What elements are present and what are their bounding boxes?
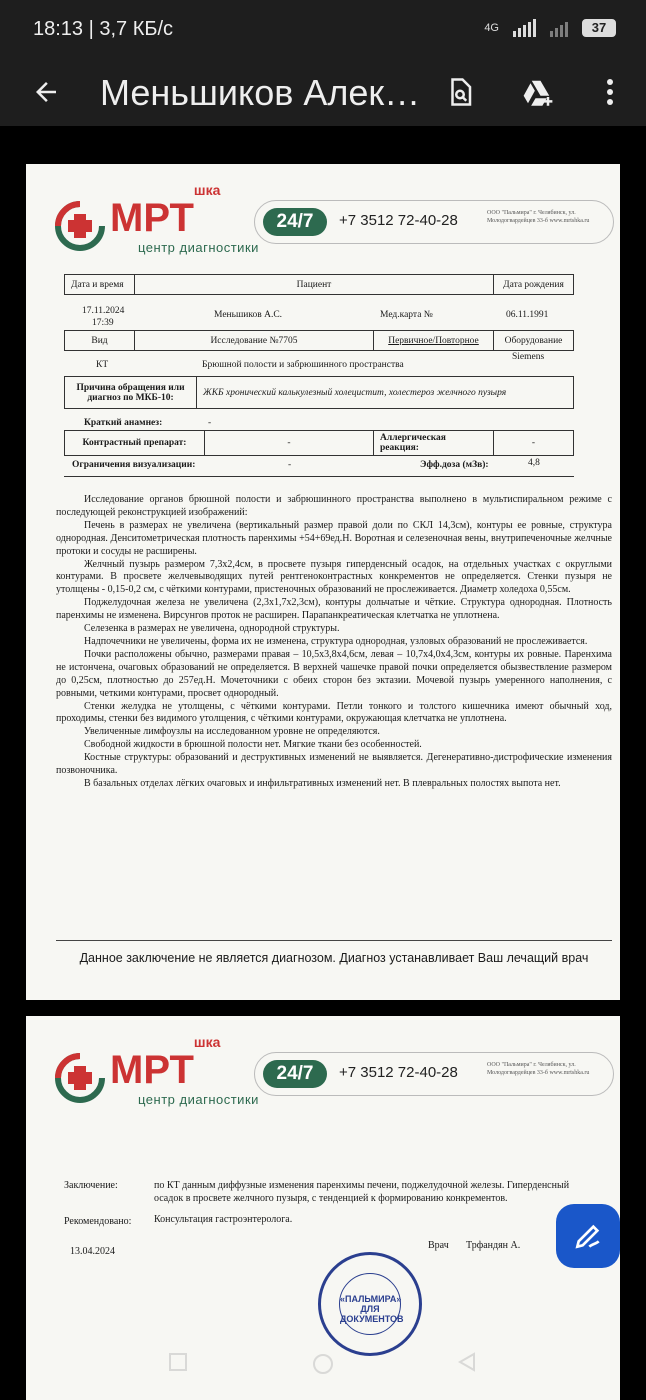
logo-cross-icon [54, 200, 106, 252]
clinic-stamp [318, 1252, 422, 1356]
document-title: Меньшиков Алек… [100, 72, 420, 113]
report-paragraph: Почки расположены обычно, размерами правая – 10,5х3,8х4,6см, левая – 10,7х4,0х4,3см, контуры их ровные. Паренхима не истончена, очаговых образований не определяется. В верхней чашечке правой почки определяется обызвествление размером до 0,25см, плотностью до 257ед.Н. Мочеточники с обеих сторон без эктазии. Мочевой пузырь умеренного наполнения, с ровными, четкими контурами, просвет однородный. [56, 648, 612, 699]
doctor-name: Трфандян А. [466, 1240, 521, 1251]
limits-value: - [288, 460, 292, 470]
disclaimer: Данное заключение не является диагнозом. Диагноз устанавливает Ваш лечащий врач [56, 940, 612, 965]
annotate-fab[interactable] [556, 1204, 620, 1268]
report-paragraph: Свободной жидкости в брюшной полости нет. Мягкие ткани без особенностей. [84, 739, 422, 751]
brand-subtitle: центр диагностики [138, 240, 259, 255]
nav-back-button[interactable] [458, 1352, 478, 1377]
report-paragraph: Надпочечники не увеличены, форма их не изменена, структура однородная, узловых образований не прослеживается. [84, 635, 588, 647]
dose-label: Эфф.доза (мЗв): [420, 460, 489, 470]
search-doc-button[interactable] [440, 72, 480, 112]
document-page-1 [26, 164, 620, 1000]
report-paragraph: Поджелудочная железа не увеличена (2,3х1,7х2,3см), контуры дольчатые и чёткие. Структура однородная. Плотность паренхимы не изменена. Вирсунгов проток не расширен. Парапанкреатическая клетчатка не уплотнена. [56, 597, 612, 622]
contrast-table [64, 430, 574, 456]
report-paragraph: В базальных отделах лёгких очаговых и инфильтративных изменений нет. В плевральных полостях выпота нет. [84, 777, 561, 789]
hdr-datetime: Дата и время [65, 275, 135, 295]
divider [64, 476, 574, 477]
badge-24-7: 24/7 [263, 1060, 327, 1088]
primary-repeat: Первичное/Повторное [374, 331, 494, 351]
study-region: Брюшной полости и забрюшинного пространства [202, 360, 404, 370]
clinic-logo [54, 1033, 264, 1107]
anamnesis-value: - [208, 418, 212, 428]
badge-24-7: 24/7 [263, 208, 327, 236]
contrast-value: - [205, 431, 374, 456]
clinic-phone: +7 3512 72-40-28 [339, 1064, 458, 1081]
square-icon [168, 1352, 188, 1372]
study-date: 17.11.2024 [82, 306, 125, 316]
drive-add-icon [521, 77, 555, 107]
equipment-label: Оборудование [494, 331, 574, 351]
status-icons [484, 14, 616, 42]
arrow-left-icon [31, 77, 61, 107]
conclusion-text: по КТ данным диффузные изменения паренхимы печени, поджелудочной железы. Гиперденсный осадок в просвете желчного пузыря, с тенденцией к формированию конкрементов. [154, 1180, 570, 1204]
logo-cross-icon [54, 1052, 106, 1104]
equipment: Siemens [512, 352, 545, 362]
contact-block [254, 1052, 614, 1096]
dose-value: 4,8 [528, 458, 540, 468]
triangle-icon [458, 1352, 478, 1372]
limits-label: Ограничения визуализации: [72, 460, 196, 470]
reason-label: Причина обращения или диагноз по МКБ-10: [65, 377, 197, 409]
patient-name: Меньшиков А.С. [214, 310, 283, 320]
doctor-label: Врач [428, 1240, 449, 1251]
report-body [56, 494, 612, 791]
recommendation-text: Консультация гастроэнтеролога. [154, 1214, 293, 1225]
report-paragraph: Печень в размерах не увеличена (вертикальный размер правой доли по СКЛ 14,3см), контуры ее ровные, структура однородная. Денситометрическая плотность паренхимы +54+69ед.Н. Воротная и селезеночная вены, внутрипеченочные желчные протоки и сосуды не расширены. [56, 519, 612, 557]
status-time: 18:13 | 3,7 КБ/с [33, 18, 174, 40]
app-bar [0, 58, 646, 126]
stamp-text: «ПАЛЬМИРА» ДЛЯ ДОКУМЕНТОВ [339, 1273, 401, 1335]
more-options-button[interactable] [590, 72, 630, 112]
hdr-birth: Дата рождения [494, 275, 574, 295]
brand-name: $МРТ^{шка}$ [110, 1033, 221, 1092]
hdr-patient: Пациент [135, 275, 494, 295]
modality: КТ [96, 360, 109, 370]
pen-annotate-icon [572, 1220, 604, 1252]
med-card: Мед.карта № [380, 310, 433, 320]
study-time: 17:39 [92, 318, 114, 328]
brand-subtitle: центр диагностики [138, 1092, 259, 1107]
anamnesis-label: Краткий анамнез: [84, 418, 163, 428]
study-table [64, 330, 574, 351]
status-bar [0, 0, 646, 58]
recommendation-label: Рекомендовано: [64, 1216, 132, 1227]
reason-text: ЖКБ хронический калькулезный холецистит, холестероз желчного пузыря [197, 377, 574, 409]
more-vert-icon [605, 77, 615, 107]
battery-icon: 37 [582, 19, 616, 37]
document-page-2 [26, 1016, 620, 1400]
signal-icon [513, 19, 536, 37]
clinic-phone: +7 3512 72-40-28 [339, 212, 458, 229]
vid-label: Вид [65, 331, 135, 351]
firm-address: ООО "Пальмира" г. Челябинск, ул. Молодогвардейцев 33-б www.mrtshka.ru [487, 210, 590, 224]
report-paragraph: Стенки желудка не утолщены, с чёткими контурами. Петли тонкого и толстого кишечника имеют обычный ход, проходимы, стенки без видимого утолщения, с чёткими контурами, окружающая клетчатка не уплотнена. [56, 700, 612, 725]
back-button[interactable] [26, 72, 66, 112]
report-date: 13.04.2024 [70, 1246, 115, 1257]
birth-date: 06.11.1991 [506, 310, 549, 320]
report-paragraph: Селезенка в размерах не увеличена, однородной структуры. [84, 623, 340, 635]
add-to-drive-button[interactable] [518, 72, 558, 112]
conclusion-label: Заключение: [64, 1180, 118, 1191]
contrast-label: Контрастный препарат: [65, 431, 205, 456]
nav-recents-button[interactable] [168, 1352, 188, 1377]
patient-header-table [64, 274, 574, 295]
report-paragraph: Исследование органов брюшной полости и забрюшинного пространства выполнено в мультиспиральном режиме с последующей реконструкцией изображений: [56, 494, 612, 518]
search-document-icon [445, 77, 475, 107]
nav-home-button[interactable] [311, 1352, 335, 1381]
report-paragraph: Желчный пузырь размером 7,3х2,4см, в просвете пузыря гиперденсный осадок, на отдельных участках с округлыми контурами. В просвете желчевыводящих путей рентгеноконтрастных конкрементов не определяется. Стенки пузыря не утолщены - 0,15-0,2 см, с чёткими контурами, пристеночных образований не прослеживается. Диаметр холедоха 0,55см. [56, 558, 612, 596]
report-paragraph: Костные структуры: образований и деструктивных изменений не выявляется. Дегенеративно-дистрофические изменения позвоночника. [56, 752, 612, 777]
reason-table [64, 376, 574, 409]
report-paragraph: Увеличенные лимфоузлы на исследованном уровне не определяются. [84, 726, 380, 738]
allergy-value: - [494, 431, 574, 456]
network-label: 4G [484, 22, 499, 34]
circle-icon [311, 1352, 335, 1376]
firm-address: ООО "Пальмира" г. Челябинск, ул. Молодогвардейцев 33-б www.mrtshka.ru [487, 1062, 590, 1076]
study-number: Исследование №7705 [135, 331, 374, 351]
signal-2-icon [550, 19, 568, 37]
allergy-label: Аллергическая реакция: [374, 431, 494, 456]
contact-block [254, 200, 614, 244]
brand-name: $МРТ^{шка}$ [110, 181, 221, 240]
clinic-logo [54, 181, 264, 255]
